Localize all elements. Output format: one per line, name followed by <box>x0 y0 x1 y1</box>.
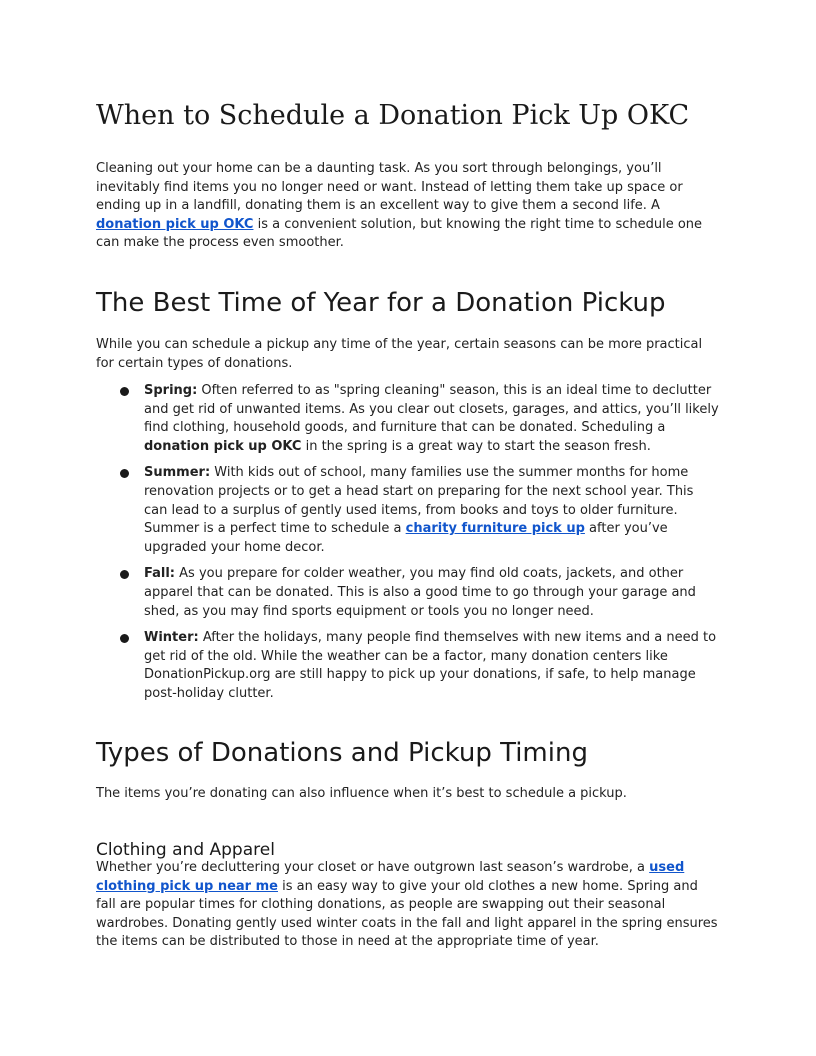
page-title: When to Schedule a Donation Pick Up OKC <box>96 100 690 131</box>
clothing-text-after: is an easy way to give your old clothes a new home. Spring and fall are popular times for clothing donations, as people are swapping out their seasonal wardrobes. Donating gently used winter coats in the fall and light apparel in the spring ensures the items can be distributed to those in need at the appropriate time of year. <box>96 878 718 950</box>
spring-label: Spring: <box>144 383 198 398</box>
fall-label: Fall: <box>144 566 176 582</box>
section2-intro: The items you’re donating can also influence when it’s best to schedule a pickup. <box>96 786 627 801</box>
list-item-spring <box>96 382 720 456</box>
section-heading-best-time: The Best Time of Year for a Donation Pickup <box>96 288 666 318</box>
donation-pickup-okc-link[interactable]: donation pick up OKC <box>96 216 254 232</box>
section1-intro: While you can schedule a pickup any time of the year, certain seasons can be more practical for certain types of donations. <box>96 337 703 371</box>
bullet-icon <box>120 387 129 396</box>
bullet-icon <box>120 469 129 478</box>
subheading-clothing: Clothing and Apparel <box>96 840 275 860</box>
list-item-winter <box>96 629 720 703</box>
fall-text: As you prepare for colder weather, you may find old coats, jackets, and other apparel that can be donated. This is also a good time to go through your garage and shed, as you may find sports equipment or tools you no longer need. <box>144 566 696 619</box>
bullet-icon <box>120 634 129 643</box>
season-list <box>96 382 720 712</box>
list-item-fall <box>96 565 720 621</box>
summer-label: Summer: <box>144 465 211 481</box>
winter-text: After the holidays, many people find themselves with new items and a need to get rid of the old. While the weather can be a factor, many donation centers like DonationPickup.org are still happy to pick up your donations, if safe, to help manage post-holiday clutter. <box>144 630 717 701</box>
clothing-text: Whether you’re decluttering your closet or have outgrown last season’s wardrobe, a <box>96 860 650 875</box>
intro-text-after: is a convenient solution, but knowing the right time to schedule one can make the process even smoother. <box>96 216 703 251</box>
bullet-icon <box>120 570 129 579</box>
intro-text: Cleaning out your home can be a daunting task. As you sort through belongings, you’ll inevitably find items you no longer need or want. Instead of letting them take up space or ending up in a landfill, donating them is an excellent way to give them a second life. A <box>96 161 683 214</box>
spring-bold-phrase: donation pick up OKC <box>144 438 302 454</box>
section-heading-types: Types of Donations and Pickup Timing <box>96 738 588 768</box>
list-item-summer <box>96 464 720 557</box>
charity-furniture-pickup-link[interactable]: charity furniture pick up <box>405 521 585 537</box>
spring-text-after: in the spring is a great way to start the season fresh. <box>301 438 651 454</box>
summer-text: With kids out of school, many families use the summer months for home renovation projects or to get a head start on preparing for the next school year. This can lead to a surplus of gently used items, from books and toys to older furniture. Summer is a perfect time to schedule a <box>144 465 694 537</box>
spring-text: Often referred to as "spring cleaning" season, this is an ideal time to declutter and get rid of unwanted items. As you clear out closets, garages, and attics, you’ll likely find clothing, household goods, and furniture that can be donated. Scheduling a <box>144 383 719 436</box>
summer-text-after: after you’ve upgraded your home decor. <box>144 521 668 555</box>
intro-paragraph <box>96 160 720 253</box>
winter-label: Winter: <box>144 630 199 646</box>
clothing-paragraph <box>96 859 720 952</box>
used-clothing-pickup-link[interactable]: used clothing pick up near me <box>96 860 685 894</box>
